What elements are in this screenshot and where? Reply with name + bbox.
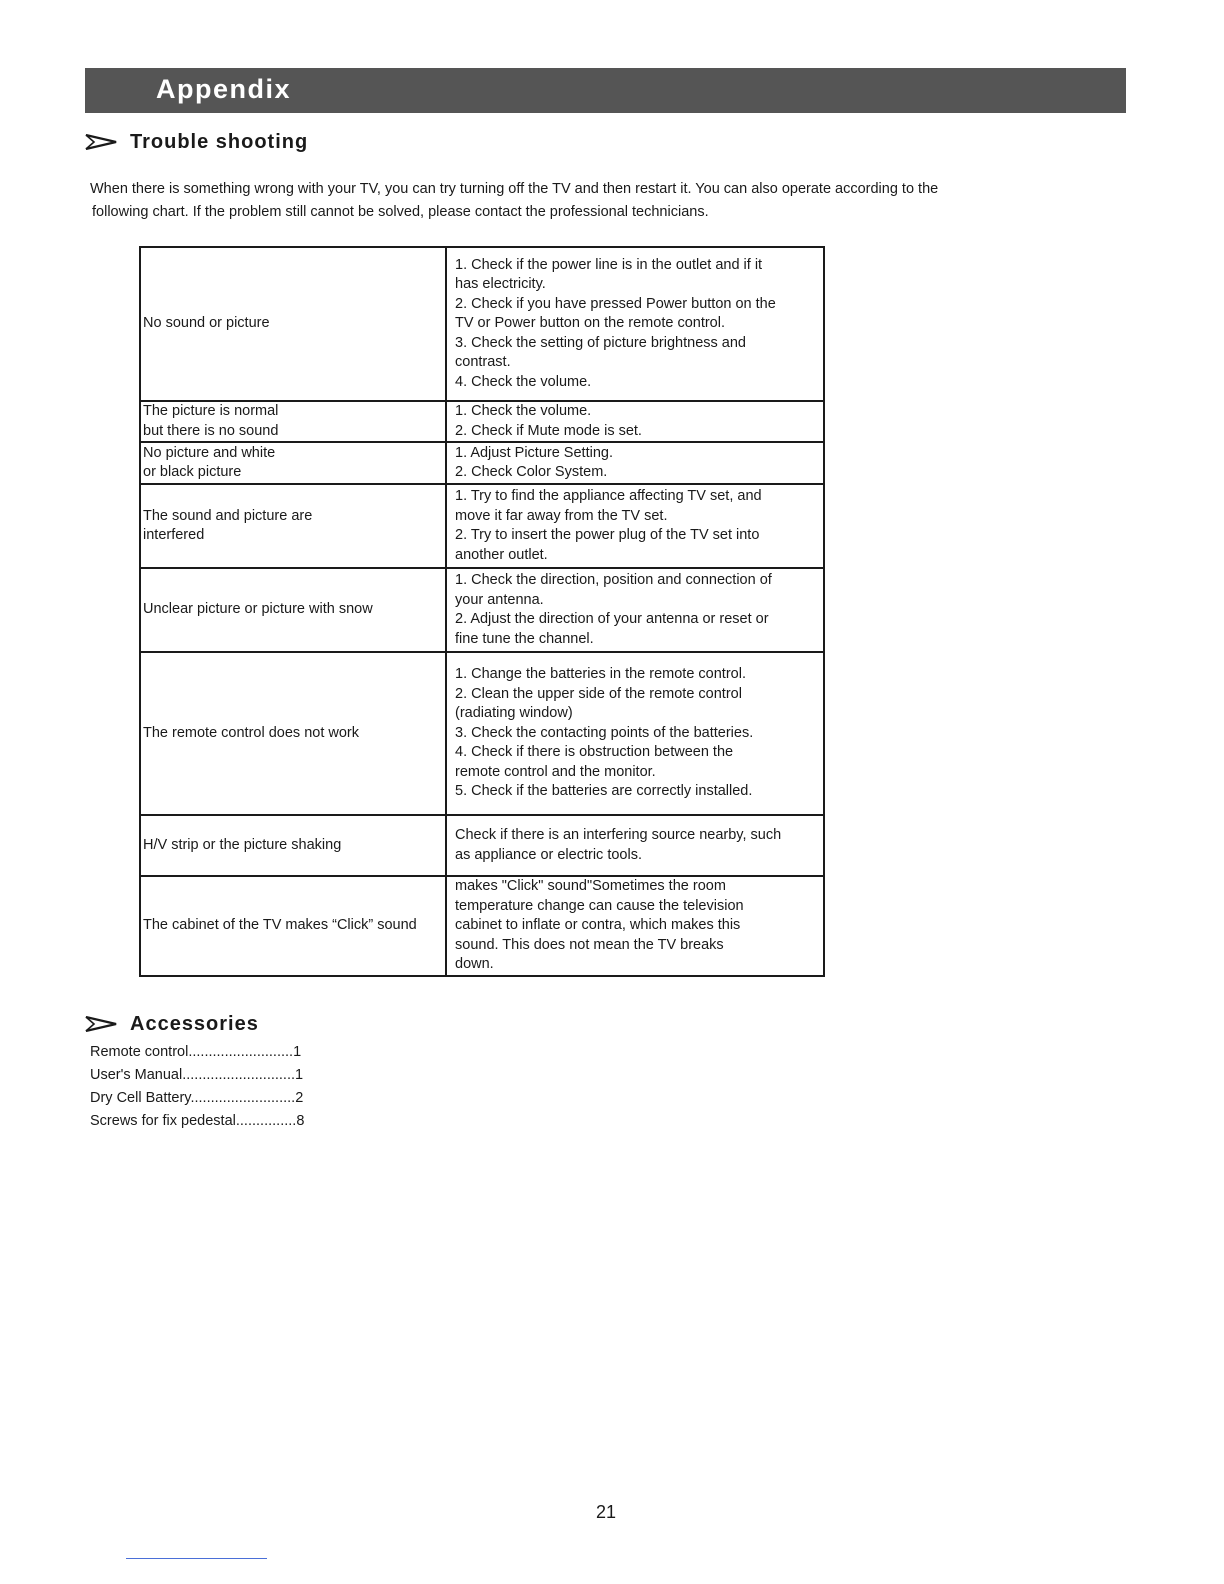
accessory-qty: 8 — [296, 1113, 305, 1129]
section-title-troubleshooting: Trouble shooting — [130, 130, 309, 153]
table-row — [140, 401, 824, 442]
solution-text: contrast. — [455, 354, 511, 371]
table-row — [140, 442, 824, 484]
arrow-bullet-icon — [85, 134, 117, 150]
page-title: Appendix — [156, 74, 292, 104]
solution-text: remote control and the monitor. — [455, 763, 656, 780]
list-item — [90, 1110, 304, 1133]
solution-text: 2. Check if Mute mode is set. — [455, 422, 642, 439]
problem-cell — [140, 568, 446, 652]
solution-text: 2. Clean the upper side of the remote control — [455, 685, 742, 702]
accessory-dots: ............................ — [182, 1067, 296, 1083]
table-row — [140, 247, 824, 401]
table-row — [140, 568, 824, 652]
accessory-name: Dry Cell Battery — [90, 1090, 191, 1106]
list-item — [90, 1041, 304, 1064]
solution-cell — [446, 247, 824, 401]
solution-cell — [446, 815, 824, 876]
problem-text: No picture and white — [143, 444, 276, 461]
solution-text: fine tune the channel. — [455, 630, 594, 647]
problem-text: The picture is normal — [143, 403, 279, 419]
solution-text: makes "Click" sound"Sometimes the room — [455, 878, 726, 894]
accessory-dots: ............... — [235, 1113, 297, 1129]
solution-text: 2. Adjust the direction of your antenna or reset or — [455, 611, 769, 627]
problem-text: or black picture — [143, 464, 242, 480]
solution-text: 1. Check the direction, position and connection of — [455, 572, 772, 588]
problem-cell — [140, 876, 446, 976]
solution-text: down. — [455, 956, 494, 972]
solution-cell — [446, 876, 824, 976]
accessory-name: Screws for fix pedestal — [90, 1113, 236, 1129]
accessory-name: Remote control — [90, 1044, 189, 1060]
solution-text: 1. Change the batteries in the remote control. — [455, 666, 746, 683]
section-title-accessories: Accessories — [130, 1012, 259, 1035]
solution-text: (radiating window) — [455, 705, 573, 722]
problem-text: but there is no sound — [143, 422, 279, 439]
solution-text: your antenna. — [455, 591, 544, 608]
solution-text: cabinet to inflate or contra, which makes this — [455, 917, 741, 933]
problem-cell — [140, 247, 446, 401]
problem-text: The cabinet of the TV makes “Click” sound — [143, 917, 417, 933]
table-row — [140, 652, 824, 815]
solution-text: has electricity. — [455, 276, 546, 293]
problem-text: The remote control does not work — [143, 724, 359, 741]
solution-text: another outlet. — [455, 546, 548, 563]
intro-line: following chart. If the problem still cannot be solved, please contact the professional technicians. — [92, 204, 709, 220]
solution-cell — [446, 484, 824, 568]
solution-text: temperature change can cause the television — [455, 897, 744, 914]
list-item — [90, 1087, 304, 1110]
solution-cell — [446, 401, 824, 442]
solution-text: Check if there is an interfering source nearby, such — [455, 827, 782, 843]
solution-text: 1. Adjust Picture Setting. — [455, 444, 613, 461]
accessories-list — [90, 1041, 304, 1133]
accessory-qty: 1 — [293, 1044, 302, 1060]
problem-cell — [140, 484, 446, 568]
solution-text: TV or Power button on the remote control. — [455, 315, 725, 332]
accessory-name: User's Manual — [90, 1067, 183, 1083]
accessory-dots: .......................... — [188, 1044, 294, 1060]
problem-cell — [140, 401, 446, 442]
solution-text: move it far away from the TV set. — [455, 507, 668, 524]
table-row — [140, 484, 824, 568]
solution-text: 2. Check Color System. — [455, 464, 608, 480]
accessory-dots: .......................... — [190, 1090, 296, 1106]
solution-text: 2. Try to insert the power plug of the TV set into — [455, 527, 760, 543]
intro-line: When there is something wrong with your TV, you can try turning off the TV and then restart it. You can also operate according to the — [90, 181, 939, 197]
solution-text: 4. Check if there is obstruction between the — [455, 744, 734, 761]
problem-text: H/V strip or the picture shaking — [143, 836, 342, 853]
list-item — [90, 1064, 304, 1087]
solution-text: as appliance or electric tools. — [455, 846, 642, 863]
problem-text: Unclear picture or picture with snow — [143, 601, 373, 618]
solution-text: 5. Check if the batteries are correctly installed. — [455, 783, 753, 800]
page-number: 21 — [595, 1502, 617, 1522]
solution-text: 1. Try to find the appliance affecting TV set, and — [455, 488, 762, 504]
solution-cell — [446, 568, 824, 652]
problem-text: No sound or picture — [143, 315, 270, 332]
table-row — [140, 876, 824, 976]
problem-cell — [140, 652, 446, 815]
problem-cell — [140, 815, 446, 876]
troubleshooting-table — [139, 246, 825, 977]
accessory-qty: 1 — [295, 1067, 304, 1083]
arrow-bullet-icon — [85, 1016, 117, 1032]
footer-rule — [126, 1558, 267, 1559]
appendix-banner — [85, 68, 1126, 113]
problem-text: The sound and picture are — [143, 507, 313, 524]
solution-text: 3. Check the setting of picture brightness and — [455, 334, 746, 351]
solution-text: 1. Check if the power line is in the outlet and if it — [455, 256, 763, 273]
solution-text: sound. This does not mean the TV breaks — [455, 936, 724, 953]
solution-cell — [446, 442, 824, 484]
solution-text: 2. Check if you have pressed Power button on the — [455, 295, 776, 312]
problem-text: interfered — [143, 527, 205, 543]
solution-text: 4. Check the volume. — [455, 373, 592, 390]
solution-text: 1. Check the volume. — [455, 403, 592, 419]
solution-text: 3. Check the contacting points of the batteries. — [455, 724, 754, 741]
troubleshooting-intro — [90, 178, 1090, 224]
troubleshooting-heading — [85, 129, 308, 155]
solution-cell — [446, 652, 824, 815]
problem-cell — [140, 442, 446, 484]
accessories-heading — [85, 1011, 259, 1037]
accessory-qty: 2 — [295, 1090, 304, 1106]
table-row — [140, 815, 824, 876]
